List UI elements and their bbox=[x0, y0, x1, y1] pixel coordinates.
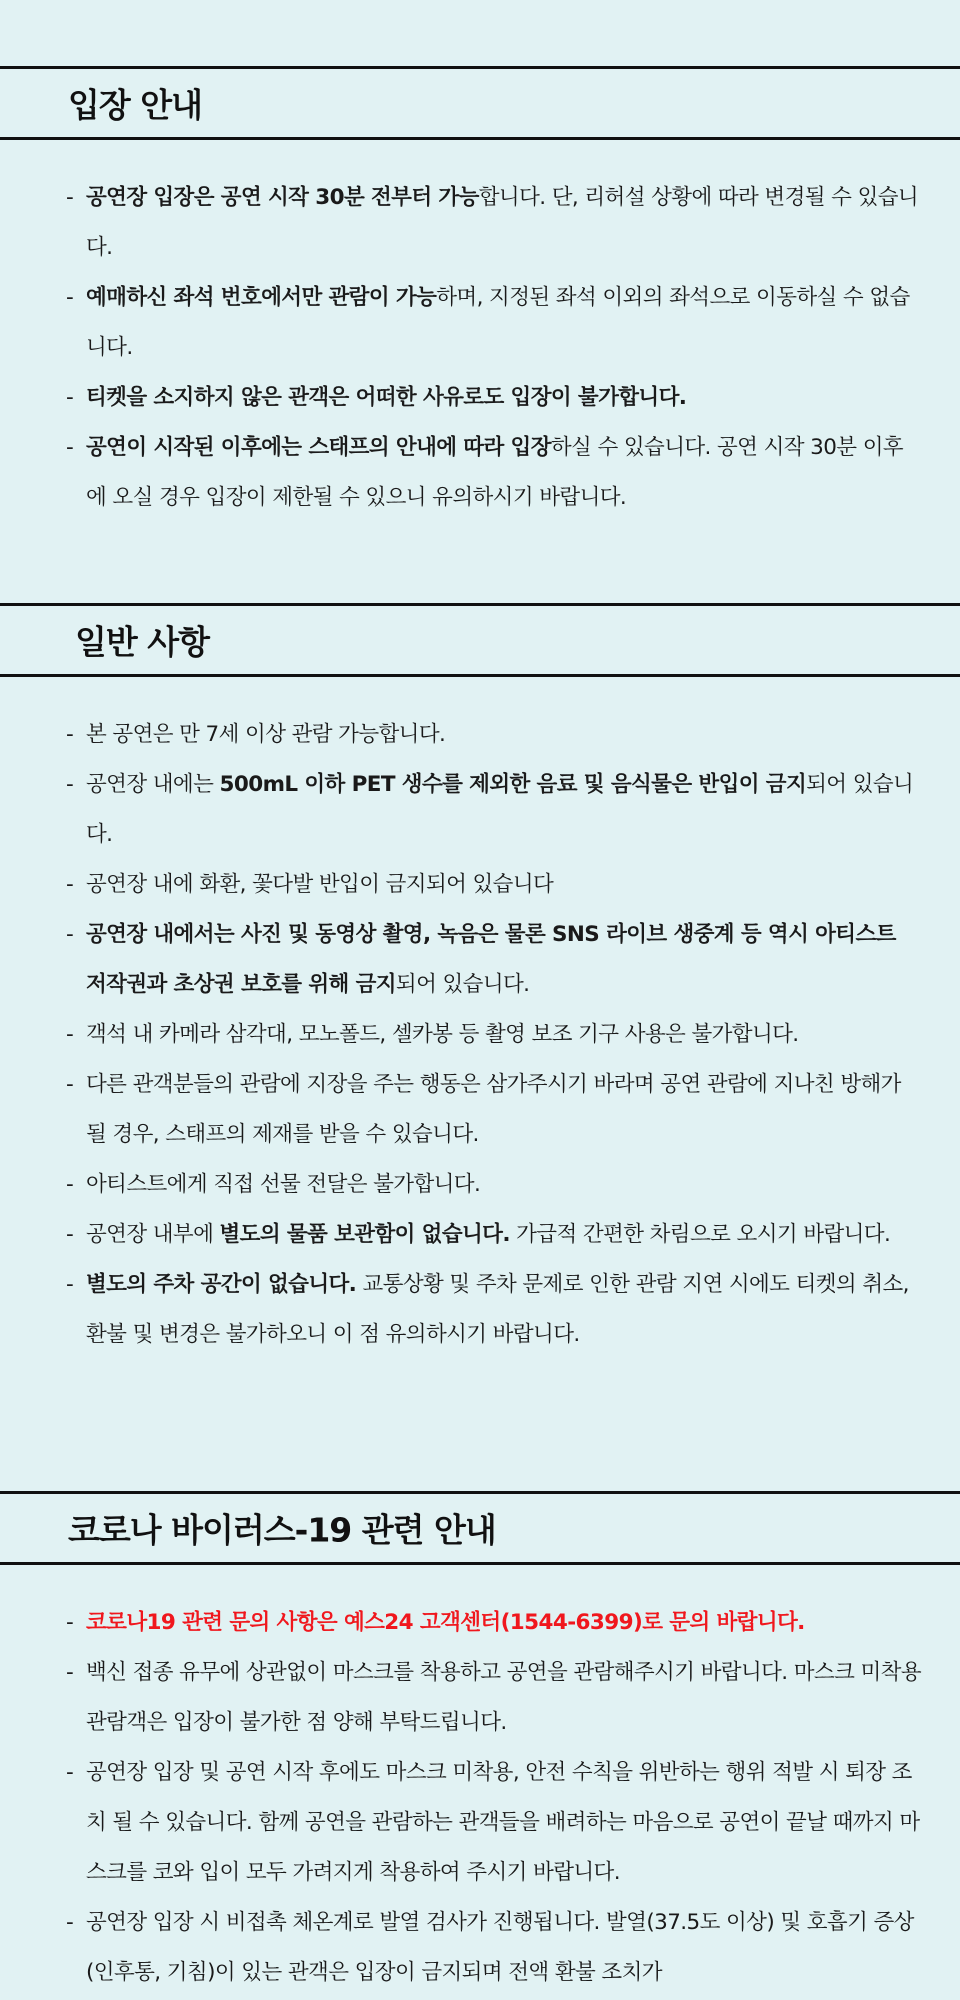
list-dash: - bbox=[66, 1610, 74, 1635]
list-item bbox=[66, 273, 922, 373]
list-dash: - bbox=[66, 1222, 74, 1247]
item-text: 공연장 내부에 bbox=[86, 1222, 220, 1247]
covid-notice-list bbox=[66, 1598, 922, 1998]
item-text: 공연장 내에 화환, 꽃다발 반입이 금지되어 있습니다 bbox=[86, 872, 554, 897]
list-dash: - bbox=[66, 185, 74, 210]
entry-notice-list bbox=[66, 173, 922, 523]
list-dash: - bbox=[66, 872, 74, 897]
list-dash: - bbox=[66, 435, 74, 460]
item-text-highlight: 코로나19 관련 문의 사항은 예스24 고객센터(1544-6399)로 문의 바랍니다. bbox=[86, 1610, 805, 1635]
item-text-bold: 500mL 이하 PET 생수를 제외한 음료 및 음식물은 반입이 금지 bbox=[219, 772, 807, 797]
list-item bbox=[66, 423, 922, 523]
section-header-general bbox=[0, 603, 960, 677]
item-text-bold: 티켓을 소지하지 않은 관객은 어떠한 사유로도 입장이 불가합니다. bbox=[86, 385, 687, 410]
item-text-bold: 예매하신 좌석 번호에서만 관람이 가능 bbox=[86, 285, 437, 310]
item-text: 하며, 지정된 좌석 이외의 좌석으로 이동하실 수 없습니다. bbox=[86, 285, 910, 360]
list-item bbox=[66, 1898, 922, 1998]
list-item bbox=[66, 373, 922, 423]
list-item bbox=[66, 1010, 922, 1060]
list-dash: - bbox=[66, 1022, 74, 1047]
item-text: 교통상황 및 주차 문제로 인한 관람 지연 시에도 티켓의 취소, 환불 및 변경은 불가하오니 이 점 유의하시기 바랍니다. bbox=[86, 1272, 909, 1347]
list-dash: - bbox=[66, 1072, 74, 1097]
list-dash: - bbox=[66, 1272, 74, 1297]
list-item bbox=[66, 1260, 922, 1360]
item-text: 공연장 입장 시 비접촉 체온계로 발열 검사가 진행됩니다. 발열(37.5도 이상) 및 호흡기 증상(인후통, 기침)이 있는 관객은 입장이 금지되며 전액 환불 조치가 bbox=[86, 1910, 914, 1985]
section-title-covid: 코로나 바이러스-19 관련 안내 bbox=[68, 1510, 496, 1550]
section-header-entry bbox=[0, 66, 960, 140]
list-item bbox=[66, 1060, 922, 1160]
item-text-bold: 공연장 내에서는 사진 및 동영상 촬영, 녹음은 물론 SNS 라이브 생중계 등 역시 아티스트 저작권과 초상권 보호를 위해 금지 bbox=[86, 922, 896, 997]
list-dash: - bbox=[66, 772, 74, 797]
item-text: 본 공연은 만 7세 이상 관람 가능합니다. bbox=[86, 722, 446, 747]
section-title-general: 일반 사항 bbox=[75, 622, 210, 662]
list-dash: - bbox=[66, 1760, 74, 1785]
list-dash: - bbox=[66, 922, 74, 947]
list-dash: - bbox=[66, 1910, 74, 1935]
item-text-bold: 공연장 입장은 공연 시작 30분 전부터 가능 bbox=[86, 185, 479, 210]
list-dash: - bbox=[66, 722, 74, 747]
list-item bbox=[66, 1648, 922, 1748]
item-text-bold: 별도의 주차 공간이 없습니다. bbox=[86, 1272, 357, 1297]
list-item bbox=[66, 173, 922, 273]
section-header-covid bbox=[0, 1491, 960, 1565]
list-item bbox=[66, 910, 922, 1010]
item-text: 객석 내 카메라 삼각대, 모노폴드, 셀카봉 등 촬영 보조 기구 사용은 불가합니다. bbox=[86, 1022, 799, 1047]
list-item bbox=[66, 710, 922, 760]
item-text: 합니다. 단, 리허설 상황에 따라 변경될 수 있습니다. bbox=[86, 185, 919, 260]
list-dash: - bbox=[66, 385, 74, 410]
item-text: 아티스트에게 직접 선물 전달은 불가합니다. bbox=[86, 1172, 481, 1197]
item-text: 다른 관객분들의 관람에 지장을 주는 행동은 삼가주시기 바라며 공연 관람에 지나친 방해가 될 경우, 스태프의 제재를 받을 수 있습니다. bbox=[86, 1072, 901, 1147]
list-dash: - bbox=[66, 285, 74, 310]
list-item bbox=[66, 1210, 922, 1260]
item-text: 되어 있습니다. bbox=[86, 772, 914, 847]
list-item bbox=[66, 860, 922, 910]
list-item bbox=[66, 1160, 922, 1210]
list-item bbox=[66, 1748, 922, 1898]
item-text-bold: 별도의 물품 보관함이 없습니다. bbox=[219, 1222, 510, 1247]
list-item bbox=[66, 1598, 922, 1648]
list-item bbox=[66, 760, 922, 860]
item-text: 하실 수 있습니다. 공연 시작 30분 이후에 오실 경우 입장이 제한될 수 있으니 유의하시기 바랍니다. bbox=[86, 435, 904, 510]
list-dash: - bbox=[66, 1172, 74, 1197]
item-text: 백신 접종 유무에 상관없이 마스크를 착용하고 공연을 관람해주시기 바랍니다. 마스크 미착용 관람객은 입장이 불가한 점 양해 부탁드립니다. bbox=[86, 1660, 922, 1735]
item-text: 되어 있습니다. bbox=[395, 972, 530, 997]
section-title-entry: 입장 안내 bbox=[68, 85, 203, 125]
item-text: 가급적 간편한 차림으로 오시기 바랍니다. bbox=[509, 1222, 891, 1247]
list-dash: - bbox=[66, 1660, 74, 1685]
item-text: 공연장 입장 및 공연 시작 후에도 마스크 미착용, 안전 수칙을 위반하는 행위 적발 시 퇴장 조치 될 수 있습니다. 함께 공연을 관람하는 관객들을 배려하는 마음으로 공연이 끝날 때까지 마스크를 코와 입이 모두 가려지게 착용하여 주시기 바랍니다. bbox=[86, 1760, 920, 1885]
item-text-bold: 공연이 시작된 이후에는 스태프의 안내에 따라 입장 bbox=[86, 435, 551, 460]
item-text: 공연장 내에는 bbox=[86, 772, 220, 797]
general-notice-list bbox=[66, 710, 922, 1360]
